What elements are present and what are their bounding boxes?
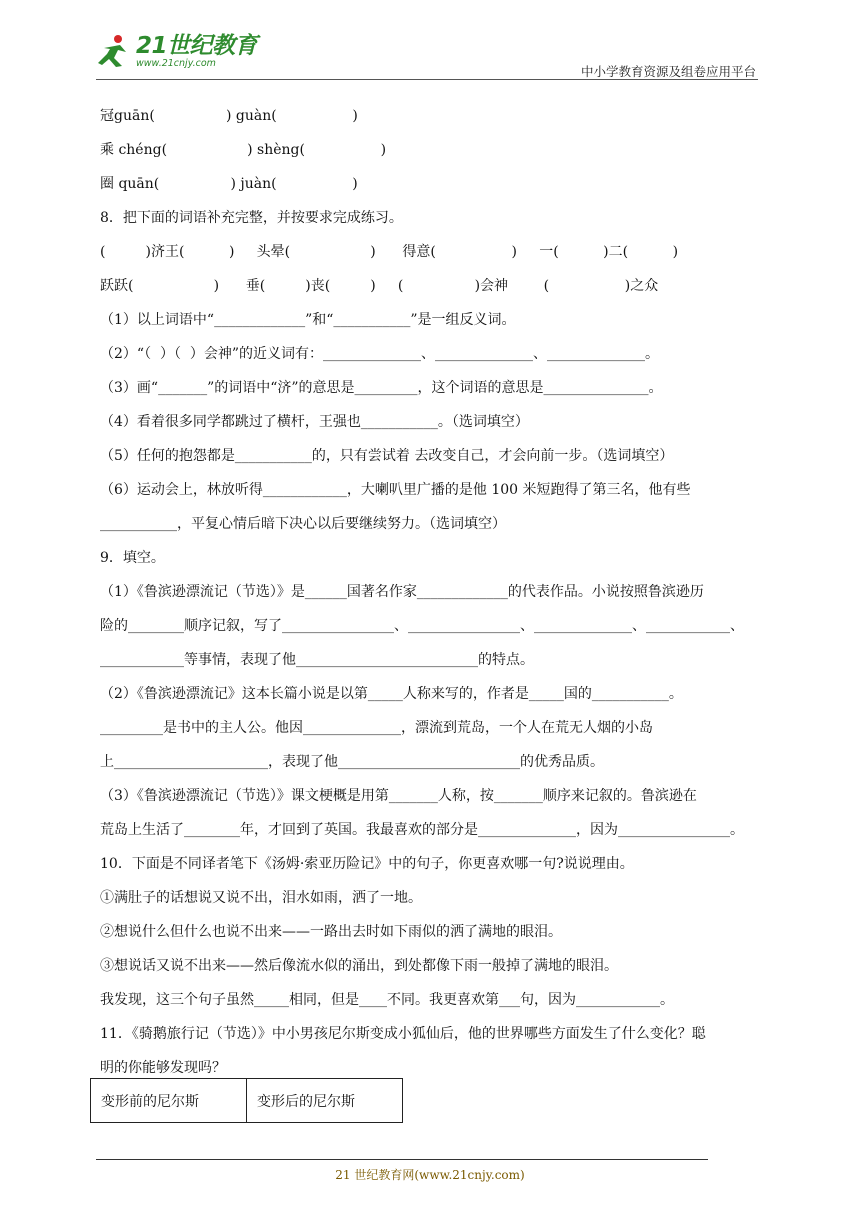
- question-10-heading: 10．下面是不同译者笔下《汤姆·索亚历险记》中的句子，你更喜欢哪一句?说说理由。: [100, 856, 634, 872]
- site-logo: [96, 34, 257, 70]
- text-line: （1）《鲁滨逊漂流记（节选）》是______国著名作家_____________的代表作品。小说按照鲁滨逊历: [100, 584, 704, 600]
- text-line: 险的________顺序记叙，写了________________、________________、______________、____________、: [100, 618, 744, 634]
- page-header: [0, 0, 860, 80]
- page-footer: 21 世纪教育网(www.21cnjy.com): [335, 1168, 525, 1182]
- text-line: （6）运动会上，林放听得____________，大喇叭里广播的是他 100 米短跑得了第三名，他有些: [100, 482, 691, 498]
- text-line: ( )济王( ) 头晕( ) 得意( ) 一( )二( ): [100, 244, 679, 260]
- text-line: （5）任何的抱怨都是___________的，只有尝试着 去改变自己，才会向前一步。（选词填空）: [100, 448, 674, 464]
- question-11-heading: 11．《骑鹅旅行记（节选）》中小男孩尼尔斯变成小狐仙后，他的世界哪些方面发生了什么变化？聪: [100, 1026, 706, 1042]
- platform-name: 中小学教育资源及组卷应用平台: [580, 64, 756, 79]
- text-line: ____________等事情，表现了他__________________________的特点。: [100, 652, 534, 668]
- text-line: （1）以上词语中“_____________”和“___________”是一组反义词。: [100, 312, 516, 328]
- text-line: 荒岛上生活了________年，才回到了英国。我最喜欢的部分是______________，因为________________。: [100, 822, 744, 838]
- header-divider: [96, 79, 758, 80]
- runner-logo-icon: [96, 34, 132, 70]
- text-line: （4）看着很多同学都跳过了横杆，王强也___________。（选词填空）: [100, 414, 529, 430]
- text-line: （2）“（ ）（ ）会神”的近义词有：______________、______________、______________。: [100, 346, 660, 362]
- logo-title: 21世纪教育: [136, 33, 258, 60]
- table-row: [91, 1079, 403, 1123]
- text-line: 明的你能够发现吗？: [100, 1060, 226, 1076]
- text-line: 乘 chéng( ) shèng( ): [100, 142, 387, 158]
- text-line: 冠guān( ) guàn( ): [100, 108, 358, 124]
- text-line: （2）《鲁滨逊漂流记》这本长篇小说是以第_____人称来写的，作者是_____国的___________。: [100, 686, 683, 702]
- text-line: ③想说话又说不出来——然后像流水似的涌出，到处都像下雨一般掉了满地的眼泪。: [100, 958, 618, 974]
- question-9-heading: 9．填空。: [100, 550, 165, 566]
- logo-url: www.21cnjy.com: [136, 58, 216, 70]
- table-cell-after: 变形后的尼尔斯: [247, 1079, 403, 1123]
- text-line: ②想说什么但什么也说不出来——一路出去时如下雨似的洒了满地的眼泪。: [100, 924, 562, 940]
- text-line: （3）画“_______”的词语中“济”的意思是_________，这个词语的意思是_______________。: [100, 380, 663, 396]
- comparison-table: [90, 1078, 403, 1123]
- text-line: 圈 quān( ) juàn( ): [100, 176, 358, 192]
- table-cell-before: 变形前的尼尔斯: [91, 1079, 247, 1123]
- question-8-heading: 8．把下面的词语补充完整，并按要求完成练习。: [100, 210, 403, 226]
- text-line: ___________，平复心情后暗下决心以后要继续努力。（选词填空）: [100, 516, 506, 532]
- text-line: _________是书中的主人公。他因______________，漂流到荒岛，一个人在荒无人烟的小岛: [100, 720, 653, 736]
- text-line: 我发现，这三个句子虽然_____相同，但是____不同。我更喜欢第___句，因为____________。: [100, 992, 674, 1008]
- text-line: 上______________________，表现了他__________________________的优秀品质。: [100, 754, 604, 770]
- text-line: （3）《鲁滨逊漂流记（节选）》课文梗概是用第_______人称，按_______顺序来记叙的。鲁滨逊在: [100, 788, 697, 804]
- exercise-content: [100, 102, 764, 1088]
- text-line: ①满肚子的话想说又说不出，泪水如雨，洒了一地。: [100, 890, 422, 906]
- footer-divider: [96, 1159, 708, 1160]
- text-line: 跃跃( ) 垂( )丧( ) ( )会神 ( )之众: [100, 278, 659, 294]
